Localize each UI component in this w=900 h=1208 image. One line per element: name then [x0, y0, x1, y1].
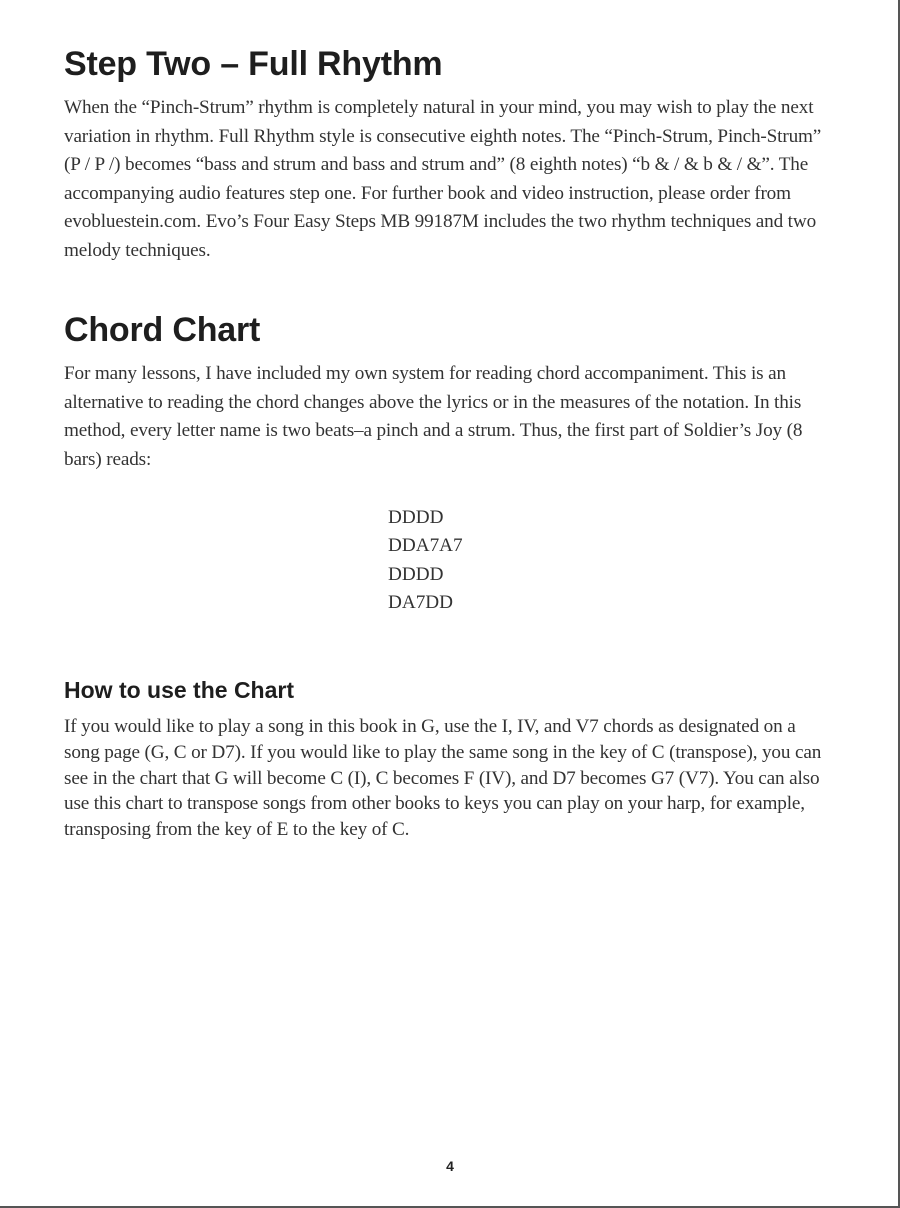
- step-two-paragraph: When the “Pinch-Strum” rhythm is completely natural in your mind, you may wish to play the next variation in rhythm. Full Rhythm style is consecutive eighth notes. The “Pinch-Strum, Pinch-Strum” (P / P /) becomes “bass and strum and bass and strum and” (8 eighth notes) “b & / & b & / &”. The accompanying audio features step one. For further book and video instruction, please order from evobluestein.com. Evo’s Four Easy Steps MB 99187M includes the two rhythm techniques and two melody techniques.: [64, 97, 822, 261]
- how-to-use-heading: How to use the Chart: [64, 677, 295, 703]
- chord-line: DDDD: [388, 507, 444, 528]
- chord-line: DDA7A7: [388, 535, 463, 557]
- chord-line: DA7DD: [388, 592, 454, 614]
- chord-chart-paragraph: For many lessons, I have included my own system for reading chord accompaniment. This is an alternative to reading the chord changes above the lyrics or in the measures of the notation. In this method, every letter name is two beats–a pinch and a strum. Thus, the first part of Soldier’s Joy (8 bars) reads:: [64, 363, 803, 470]
- chord-sequence: [388, 504, 463, 618]
- section-step-two: [64, 44, 834, 266]
- how-to-use-paragraph: If you would like to play a song in this book in G, use the I, IV, and V7 chords as designated on a song page (G, C or D7). If you would like to play the same song in the key of C (transpose), you can see in the chart that G will become C (I), C becomes F (IV), and D7 becomes G7 (V7). You can also use this chart to transpose songs from other books to keys you can play on your harp, for example, transposing from the key of E to the key of C.: [64, 716, 822, 841]
- chord-line: DDDD: [388, 563, 444, 585]
- step-two-heading: Step Two – Full Rhythm: [64, 45, 443, 83]
- section-chord-chart: [64, 310, 834, 474]
- chord-chart-heading: Chord Chart: [64, 311, 261, 349]
- section-how-to-use: [64, 676, 834, 843]
- page-number: 4: [446, 1158, 454, 1174]
